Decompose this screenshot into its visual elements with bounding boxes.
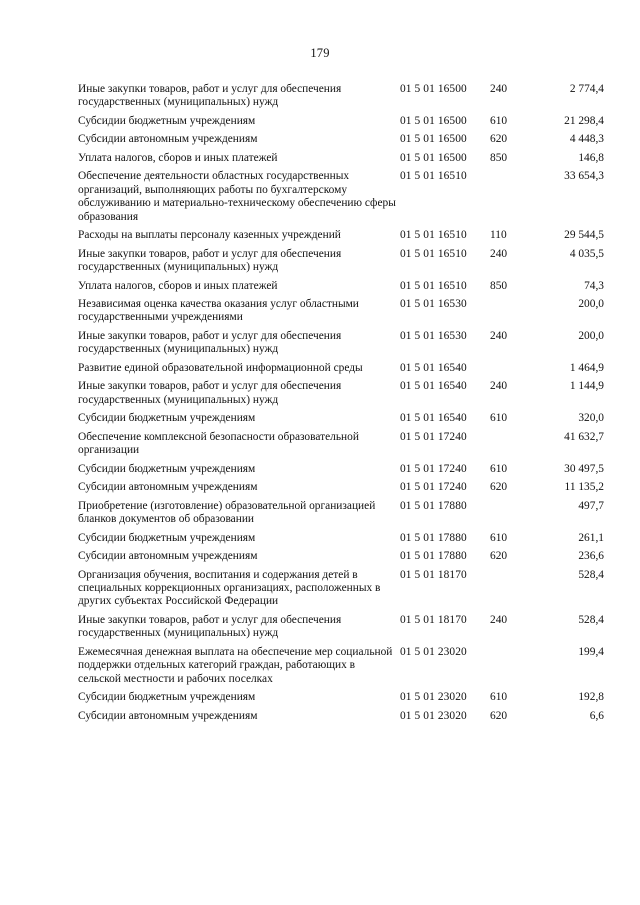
- table-row: [78, 500, 604, 527]
- target-article-code: 01 5 01 23020: [400, 709, 467, 722]
- expense-type-code: 620: [490, 550, 508, 563]
- expense-description: Иные закупки товаров, работ и услуг для обеспечения государственных (муниципальных) нужд: [78, 380, 342, 406]
- table-row: [78, 569, 604, 609]
- budget-table: [78, 83, 604, 728]
- amount-value: 4 035,5: [569, 247, 604, 260]
- amount-value: 528,4: [578, 568, 604, 581]
- expense-description: Иные закупки товаров, работ и услуг для обеспечения государственных (муниципальных) нужд: [78, 247, 342, 274]
- expense-type-code: 620: [490, 133, 508, 146]
- amount-value: 74,3: [584, 279, 604, 292]
- expense-description: Иные закупки товаров, работ и услуг для обеспечения государственных (муниципальных) нужд: [78, 613, 342, 640]
- table-row: [78, 463, 604, 476]
- expense-description: Субсидии бюджетным учреждениям: [78, 462, 256, 475]
- expense-type-code: 110: [490, 229, 507, 242]
- expense-type-code: 610: [490, 462, 508, 475]
- expense-description: Приобретение (изготовление) образовательной организацией бланков документов об образовании: [78, 499, 376, 526]
- table-row: [78, 248, 604, 275]
- expense-type-code: 240: [490, 83, 508, 95]
- amount-value: 1 144,9: [569, 380, 604, 393]
- expense-type-code: 240: [490, 247, 508, 260]
- expense-description: Субсидии бюджетным учреждениям: [78, 114, 256, 127]
- amount-value: 6,6: [589, 709, 604, 722]
- target-article-code: 01 5 01 16500: [400, 151, 467, 164]
- expense-description: Субсидии бюджетным учреждениям: [78, 531, 256, 544]
- expense-description: Обеспечение деятельности областных государственных организаций, выполняющих работы по бухгалтерскому обслуживанию и материально-техническому обеспечению сферы образования: [78, 170, 396, 223]
- target-article-code: 01 5 01 16540: [400, 412, 467, 425]
- target-article-code: 01 5 01 16530: [400, 298, 467, 311]
- expense-description: Уплата налогов, сборов и иных платежей: [78, 279, 278, 292]
- table-row: [78, 133, 604, 146]
- expense-description: Ежемесячная денежная выплата на обеспечение мер социальной поддержки отдельных категорий граждан, работающих в сельской местности и рабочих поселках: [78, 645, 393, 685]
- target-article-code: 01 5 01 16510: [400, 229, 467, 242]
- expense-type-code: 620: [490, 709, 508, 722]
- amount-value: 21 298,4: [564, 114, 604, 127]
- amount-value: 497,7: [578, 499, 604, 512]
- table-row: [78, 380, 604, 407]
- amount-value: 261,1: [578, 531, 604, 544]
- target-article-code: 01 5 01 18170: [400, 613, 467, 626]
- expense-description: Расходы на выплаты персоналу казенных учреждений: [78, 229, 341, 242]
- amount-value: 200,0: [578, 298, 604, 311]
- target-article-code: 01 5 01 23020: [400, 645, 467, 658]
- target-article-code: 01 5 01 16540: [400, 361, 467, 374]
- expense-description: Организация обучения, воспитания и содержания детей в специальных коррекционных организациях, расположенных в других субъектах Российской Федерации: [78, 568, 381, 608]
- table-row: [78, 646, 604, 686]
- table-row: [78, 710, 604, 723]
- target-article-code: 01 5 01 16530: [400, 329, 467, 342]
- expense-description: Субсидии автономным учреждениям: [78, 709, 258, 722]
- table-row: [78, 362, 604, 375]
- amount-value: 192,8: [578, 691, 604, 704]
- table-row: [78, 170, 604, 224]
- expense-type-code: 850: [490, 151, 508, 164]
- table-row: [78, 330, 604, 357]
- table-row: [78, 691, 604, 704]
- table-row: [78, 280, 604, 293]
- amount-value: 4 448,3: [569, 133, 604, 146]
- amount-value: 11 135,2: [564, 481, 604, 494]
- target-article-code: 01 5 01 16500: [400, 133, 467, 146]
- target-article-code: 01 5 01 16540: [400, 380, 467, 393]
- table-row: [78, 115, 604, 128]
- expense-type-code: 610: [490, 412, 508, 425]
- amount-value: 33 654,3: [564, 170, 604, 183]
- amount-value: 528,4: [578, 613, 604, 626]
- table-row: [78, 481, 604, 494]
- amount-value: 320,0: [578, 412, 604, 425]
- expense-description: Субсидии бюджетным учреждениям: [78, 691, 256, 704]
- expense-type-code: 610: [490, 531, 508, 544]
- amount-value: 200,0: [578, 329, 604, 342]
- target-article-code: 01 5 01 18170: [400, 568, 467, 581]
- expense-description: Обеспечение комплексной безопасности образовательной организации: [78, 430, 359, 457]
- table-row: [78, 412, 604, 425]
- target-article-code: 01 5 01 16500: [400, 83, 467, 95]
- expense-description: Субсидии автономным учреждениям: [78, 133, 258, 146]
- table-row: [78, 532, 604, 545]
- target-article-code: 01 5 01 17240: [400, 462, 467, 475]
- table-row: [78, 229, 604, 242]
- amount-value: 199,4: [578, 645, 604, 658]
- amount-value: 41 632,7: [564, 430, 604, 443]
- amount-value: 1 464,9: [569, 361, 604, 374]
- table-row: [78, 614, 604, 641]
- expense-description: Субсидии автономным учреждениям: [78, 481, 258, 494]
- amount-value: 146,8: [578, 151, 604, 164]
- table-row: [78, 431, 604, 458]
- target-article-code: 01 5 01 17880: [400, 499, 467, 512]
- expense-description: Независимая оценка качества оказания услуг областными государственными учреждениями: [78, 298, 359, 324]
- target-article-code: 01 5 01 17240: [400, 481, 467, 494]
- expense-type-code: 240: [490, 613, 508, 626]
- expense-type-code: 610: [490, 114, 508, 127]
- target-article-code: 01 5 01 17240: [400, 430, 467, 443]
- table-row: [78, 83, 604, 110]
- amount-value: 30 497,5: [564, 462, 604, 475]
- amount-value: 236,6: [578, 550, 604, 563]
- amount-value: 29 544,5: [564, 229, 604, 242]
- target-article-code: 01 5 01 16500: [400, 114, 467, 127]
- expense-type-code: 240: [490, 380, 508, 393]
- expense-description: Развитие единой образовательной информационной среды: [78, 361, 363, 374]
- expense-description: Субсидии автономным учреждениям: [78, 550, 258, 563]
- target-article-code: 01 5 01 17880: [400, 550, 467, 563]
- expense-description: Уплата налогов, сборов и иных платежей: [78, 151, 278, 164]
- expense-description: Иные закупки товаров, работ и услуг для обеспечения государственных (муниципальных) нужд: [78, 329, 342, 356]
- page-number: 179: [310, 46, 330, 60]
- table-row: [78, 550, 604, 563]
- table-row: [78, 298, 604, 325]
- table-row: [78, 152, 604, 165]
- expense-type-code: 240: [490, 329, 508, 342]
- expense-type-code: 620: [490, 481, 508, 494]
- target-article-code: 01 5 01 17880: [400, 531, 467, 544]
- expense-description: Субсидии бюджетным учреждениям: [78, 412, 256, 425]
- target-article-code: 01 5 01 16510: [400, 170, 467, 183]
- amount-value: 2 774,4: [569, 83, 604, 95]
- target-article-code: 01 5 01 16510: [400, 279, 467, 292]
- target-article-code: 01 5 01 23020: [400, 691, 467, 704]
- expense-type-code: 610: [490, 691, 508, 704]
- expense-type-code: 850: [490, 279, 508, 292]
- expense-description: Иные закупки товаров, работ и услуг для обеспечения государственных (муниципальных) нужд: [78, 83, 342, 109]
- target-article-code: 01 5 01 16510: [400, 247, 467, 260]
